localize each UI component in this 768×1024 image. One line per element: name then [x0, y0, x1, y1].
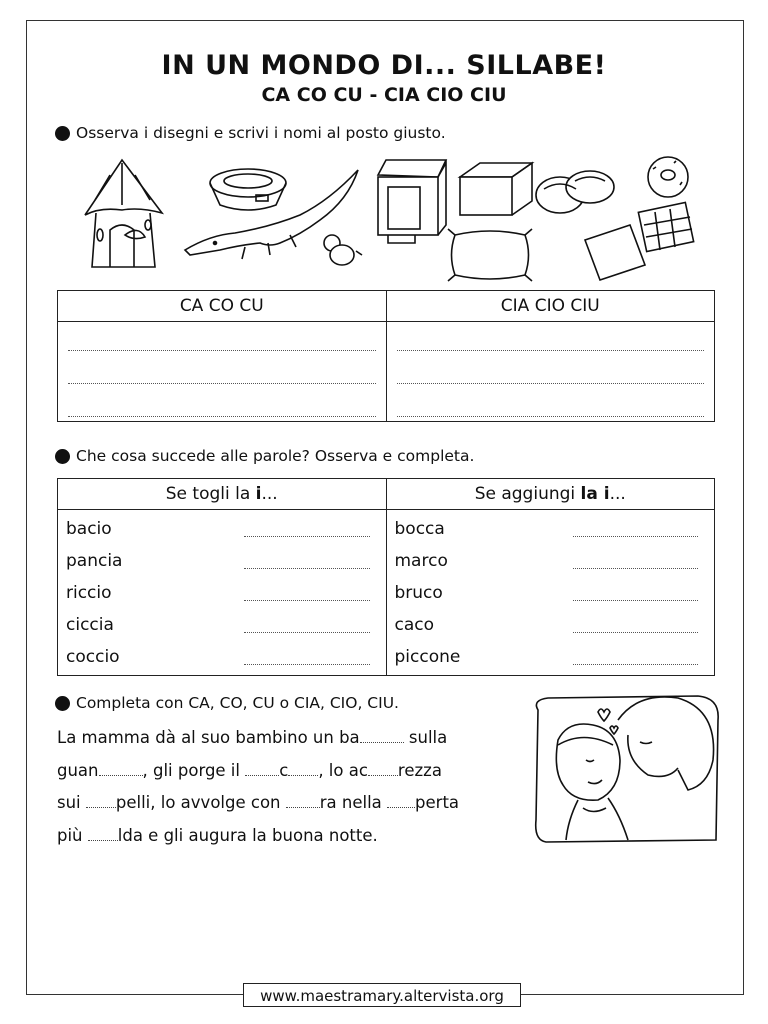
word: pancia: [66, 551, 123, 571]
footer-url[interactable]: www.maestramary.altervista.org: [243, 983, 521, 1007]
page-subtitle: CA CO CU - CIA CIO CIU: [261, 84, 507, 106]
write-line: [397, 416, 705, 417]
words-table: [57, 478, 715, 676]
instruction-3: [55, 694, 399, 712]
cloze-blank[interactable]: [368, 763, 398, 776]
cloze-blank[interactable]: [99, 763, 143, 776]
word: bruco: [394, 583, 443, 603]
word-row: [387, 641, 715, 673]
sort-col2-header: CIA CIO CIU: [386, 291, 715, 322]
answer-blank[interactable]: [573, 554, 699, 569]
cloze-blank[interactable]: [387, 795, 415, 808]
instruction-2-text: Che cosa succede alle parole? Osserva e completa.: [76, 447, 475, 465]
word: bacio: [66, 519, 112, 539]
word: bocca: [394, 519, 445, 539]
instruction-1-text: Osserva i disegni e scrivi i nomi al posto giusto.: [76, 124, 446, 142]
illustration-row: [70, 155, 710, 285]
word-row: [58, 577, 386, 609]
cloze-blank[interactable]: [360, 730, 404, 743]
cloze-blank[interactable]: [88, 828, 118, 841]
instruction-3-text: Completa con CA, CO, CU o CIA, CIO, CIU.: [76, 694, 399, 712]
word: piccone: [394, 647, 461, 667]
bullet-icon: [55, 126, 70, 141]
answer-blank[interactable]: [244, 586, 370, 601]
word-row: [387, 545, 715, 577]
cloze-blank[interactable]: [288, 763, 318, 776]
answer-blank[interactable]: [244, 650, 370, 665]
sort-table: [57, 290, 715, 422]
instruction-2: [55, 447, 474, 465]
words-col1-body: [58, 510, 387, 676]
donut-icon: [648, 157, 688, 197]
cloze-paragraph: La mamma dà al suo bambino un ba sulla guan , gli porge il c , lo ac rezza sui pelli, lo avvolge con ra nella perta più lda e gli augura la buona notte.: [57, 728, 460, 845]
word-row: [58, 545, 386, 577]
bowl-icon: [210, 169, 286, 210]
word: riccio: [66, 583, 112, 603]
word: marco: [394, 551, 448, 571]
word-row: [387, 577, 715, 609]
answer-blank[interactable]: [573, 618, 699, 633]
words-col1-header: Se togli la i...: [58, 479, 387, 510]
word: caco: [394, 615, 435, 635]
bullet-icon: [55, 449, 70, 464]
word-row: [387, 513, 715, 545]
answer-blank[interactable]: [244, 554, 370, 569]
answer-blank[interactable]: [573, 522, 699, 537]
words-col2-body: [386, 510, 715, 676]
answer-blank[interactable]: [244, 522, 370, 537]
sort-col1-header: CA CO CU: [58, 291, 387, 322]
pacifier-icon: [324, 235, 362, 265]
instruction-1: [55, 124, 446, 142]
pillow-icon: [448, 229, 532, 281]
hut-icon: [85, 160, 162, 267]
cloze-blank[interactable]: [86, 795, 116, 808]
slippers-icon: [536, 171, 614, 213]
word-row: [58, 513, 386, 545]
cloze-blank[interactable]: [245, 763, 279, 776]
mother-child-kiss-icon: [528, 690, 728, 850]
answer-blank[interactable]: [573, 586, 699, 601]
word-row: [387, 609, 715, 641]
answer-blank[interactable]: [244, 618, 370, 633]
words-col2-header: Se aggiungi la i...: [386, 479, 715, 510]
word: ciccia: [66, 615, 114, 635]
cloze-blank[interactable]: [286, 795, 320, 808]
chocolate-icon: [585, 202, 694, 280]
box-icon: [460, 163, 532, 215]
sort-col1-body[interactable]: [58, 322, 387, 422]
answer-blank[interactable]: [573, 650, 699, 665]
word-row: [58, 609, 386, 641]
cabinet-icon: [378, 160, 446, 243]
word-row: [58, 641, 386, 673]
bullet-icon: [55, 696, 70, 711]
sort-col2-body[interactable]: [386, 322, 715, 422]
page-title: IN UN MONDO DI... SILLABE!: [161, 50, 607, 81]
write-line: [68, 416, 376, 417]
word: coccio: [66, 647, 120, 667]
